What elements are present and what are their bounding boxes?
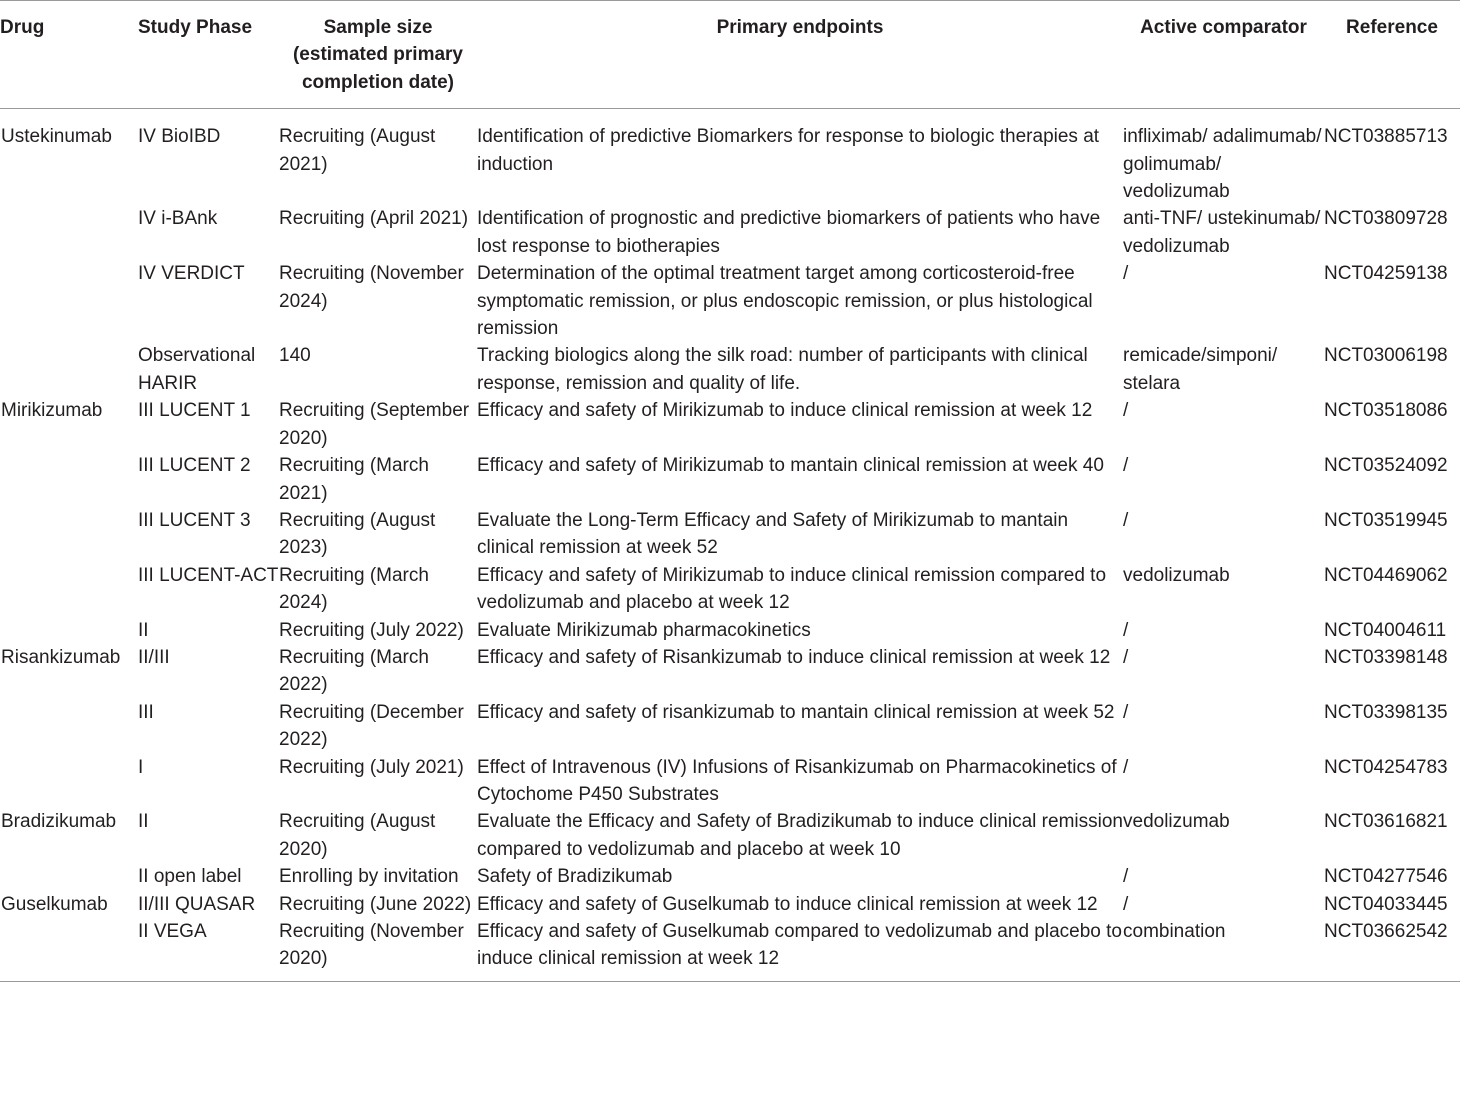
cell-reference: NCT04469062 (1324, 564, 1448, 586)
cell-active-comparator: vedolizumab (1123, 811, 1230, 833)
cell-active-comparator: / (1123, 646, 1129, 668)
cell-primary-endpoints: Efficacy and safety of Risankizumab to induce clinical remission at week 12 (477, 646, 1111, 668)
cell-primary-endpoints: Efficacy and safety of Mirikizumab to mantain clinical remission at week 40 (477, 455, 1104, 477)
table-row (0, 452, 1460, 507)
cell-study-phase: II open label (138, 866, 242, 888)
cell-drug (0, 617, 138, 644)
header-study-phase: Study Phase (138, 17, 253, 38)
header-row (0, 1, 1460, 109)
table-row (0, 562, 1460, 617)
cell-primary-endpoints: Efficacy and safety of risankizumab to mantain clinical remission at week 52 (477, 701, 1115, 723)
table-row (0, 397, 1460, 452)
cell-primary-endpoints: Safety of Bradizikumab (477, 866, 673, 888)
cell-study-phase: I (138, 756, 144, 778)
cell-primary-endpoints: Efficacy and safety of Mirikizumab to induce clinical remission at week 12 (477, 400, 1093, 422)
cell-drug (0, 452, 138, 507)
cell-drug (0, 863, 138, 890)
cell-active-comparator: / (1123, 400, 1129, 422)
header-reference: Reference (1346, 17, 1438, 38)
table-row (0, 507, 1460, 562)
cell-sample-size: Recruiting (March 2022) (279, 646, 429, 696)
cell-drug (0, 918, 138, 981)
cell-drug (0, 754, 138, 809)
cell-drug (0, 562, 138, 617)
cell-active-comparator: anti-TNF/ ustekinumab/ vedolizumab (1123, 208, 1321, 257)
table-row (0, 754, 1460, 809)
cell-reference: NCT04277546 (1324, 866, 1448, 888)
cell-active-comparator: combination (1123, 921, 1226, 942)
table-body (0, 109, 1460, 982)
cell-active-comparator: vedolizumab (1123, 564, 1230, 586)
cell-study-phase: Observational HARIR (138, 345, 256, 394)
cell-study-phase: II (138, 811, 149, 833)
cell-primary-endpoints: Identification of prognostic and predictive biomarkers of patients who have lost response to biotherapies (477, 208, 1101, 257)
cell-primary-endpoints: Efficacy and safety of Guselkumab compared to vedolizumab and placebo to induce clinical remission at week 12 (477, 921, 1122, 970)
cell-sample-size: Recruiting (November 2024) (279, 263, 464, 312)
table-row (0, 205, 1460, 260)
cell-reference: NCT03662542 (1324, 921, 1448, 942)
cell-sample-size: Recruiting (March 2021) (279, 455, 429, 504)
cell-study-phase: II (138, 619, 149, 641)
cell-drug (0, 699, 138, 754)
header-primary-endpoints: Primary endpoints (716, 17, 884, 38)
cell-primary-endpoints: Efficacy and safety of Mirikizumab to induce clinical remission compared to vedolizumab and placebo at week 12 (477, 564, 1107, 614)
cell-active-comparator: / (1123, 509, 1129, 531)
cell-drug: Mirikizumab (1, 400, 103, 422)
cell-sample-size: Recruiting (August 2021) (279, 126, 436, 175)
cell-active-comparator: remicade/simponi/ stelara (1123, 345, 1278, 394)
cell-reference: NCT03518086 (1324, 400, 1448, 422)
cell-reference: NCT04254783 (1324, 756, 1448, 778)
cell-study-phase: IV i-BAnk (138, 208, 218, 230)
table-row (0, 891, 1460, 918)
cell-drug (0, 507, 138, 562)
cell-reference: NCT03519945 (1324, 509, 1448, 531)
cell-active-comparator: / (1123, 866, 1129, 888)
cell-reference: NCT03885713 (1324, 126, 1448, 148)
table-row (0, 863, 1460, 890)
cell-drug: Ustekinumab (1, 126, 112, 148)
cell-sample-size: Recruiting (June 2022) (279, 893, 472, 915)
cell-primary-endpoints: Evaluate the Long-Term Efficacy and Safety of Mirikizumab to mantain clinical remission at week 52 (477, 509, 1069, 559)
cell-drug: Bradizikumab (1, 811, 117, 833)
table-row (0, 918, 1460, 981)
cell-study-phase: II VEGA (138, 921, 207, 942)
cell-primary-endpoints: Tracking biologics along the silk road: number of participants with clinical response, remission and quality of life. (477, 345, 1088, 394)
cell-active-comparator: / (1123, 701, 1129, 723)
cell-primary-endpoints: Evaluate the Efficacy and Safety of Bradizikumab to induce clinical remission compared to vedolizumab and placebo at week 10 (477, 811, 1123, 860)
table-row (0, 644, 1460, 699)
cell-primary-endpoints: Determination of the optimal treatment target among corticosteroid-free symptomatic remission, or plus endoscopic remission, or plus histological remission (477, 263, 1093, 340)
cell-study-phase: III LUCENT 1 (138, 400, 251, 422)
cell-reference: NCT04004611 (1324, 619, 1447, 641)
cell-reference: NCT03398135 (1324, 701, 1448, 723)
cell-drug: Guselkumab (1, 893, 108, 915)
cell-study-phase: III LUCENT 2 (138, 455, 251, 477)
cell-reference: NCT03006198 (1324, 345, 1448, 367)
cell-reference: NCT03398148 (1324, 646, 1448, 668)
cell-sample-size: Recruiting (July 2022) (279, 619, 464, 641)
cell-active-comparator: / (1123, 619, 1129, 641)
cell-primary-endpoints: Effect of Intravenous (IV) Infusions of Risankizumab on Pharmacokinetics of Cytochome P450 Substrates (477, 756, 1117, 805)
cell-sample-size: Recruiting (November 2020) (279, 921, 464, 970)
cell-active-comparator: / (1123, 893, 1129, 915)
header-sample-size: Sample size (estimated primary completion date) (292, 17, 463, 93)
table-row (0, 617, 1460, 644)
cell-study-phase: II/III QUASAR (138, 893, 256, 915)
cell-study-phase: IV BioIBD (138, 126, 221, 148)
cell-primary-endpoints: Efficacy and safety of Guselkumab to induce clinical remission at week 12 (477, 893, 1098, 915)
cell-study-phase: IV VERDICT (138, 263, 245, 285)
cell-study-phase: III LUCENT 3 (138, 509, 251, 531)
cell-sample-size: 140 (279, 345, 311, 367)
cell-sample-size: Recruiting (September 2020) (279, 400, 470, 449)
table-row (0, 260, 1460, 342)
cell-drug: Risankizumab (1, 646, 121, 668)
table-row (0, 109, 1460, 206)
cell-reference: NCT03616821 (1324, 811, 1448, 833)
cell-drug (0, 260, 138, 342)
cell-reference: NCT04259138 (1324, 263, 1448, 285)
cell-sample-size: Recruiting (March 2024) (279, 564, 429, 614)
cell-study-phase: II/III (138, 646, 170, 668)
cell-primary-endpoints: Identification of predictive Biomarkers for response to biologic therapies at induction (477, 126, 1100, 175)
cell-active-comparator: / (1123, 455, 1129, 477)
cell-sample-size: Recruiting (August 2020) (279, 811, 436, 860)
table-header (0, 1, 1460, 109)
cell-drug (0, 342, 138, 397)
cell-sample-size: Recruiting (April 2021) (279, 208, 469, 230)
cell-reference: NCT03809728 (1324, 208, 1448, 230)
cell-primary-endpoints: Evaluate Mirikizumab pharmacokinetics (477, 619, 811, 641)
cell-sample-size: Enrolling by invitation (279, 866, 459, 888)
header-drug: Drug (0, 17, 45, 38)
cell-active-comparator: / (1123, 263, 1129, 285)
cell-active-comparator: / (1123, 756, 1129, 778)
cell-reference: NCT04033445 (1324, 893, 1448, 915)
table-row (0, 342, 1460, 397)
table-row (0, 808, 1460, 863)
cell-drug (0, 205, 138, 260)
cell-sample-size: Recruiting (December 2022) (279, 701, 464, 751)
cell-active-comparator: infliximab/ adalimumab/ golimumab/ vedolizumab (1123, 126, 1322, 203)
table-row (0, 699, 1460, 754)
cell-sample-size: Recruiting (August 2023) (279, 509, 436, 559)
cell-study-phase: III LUCENT-ACT (138, 564, 279, 586)
header-active-comparator: Active comparator (1140, 17, 1307, 38)
cell-sample-size: Recruiting (July 2021) (279, 756, 464, 778)
cell-reference: NCT03524092 (1324, 455, 1448, 477)
cell-study-phase: III (138, 701, 154, 723)
